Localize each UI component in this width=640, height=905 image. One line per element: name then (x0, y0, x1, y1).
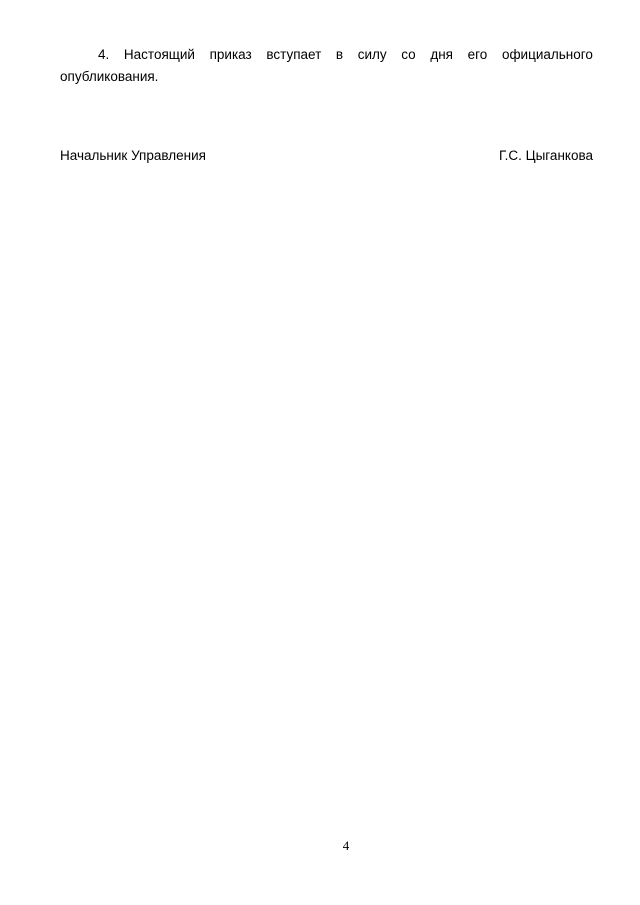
signatory-name: Г.С. Цыганкова (498, 148, 593, 163)
paragraph-word: 4. (98, 47, 110, 62)
paragraph-word: дня (430, 47, 453, 62)
signatory-position: Начальник Управления (60, 148, 206, 163)
paragraph-line-2: опубликования. (60, 69, 159, 84)
paragraph-word: официального (501, 47, 593, 62)
paragraph-word: Настоящий (123, 47, 195, 62)
paragraph-line-1 (60, 44, 593, 66)
paragraph-word: приказ (209, 47, 252, 62)
paragraph-item-4 (60, 44, 593, 88)
paragraph-word: со (401, 47, 416, 62)
page-number: 4 (342, 838, 350, 853)
signature-block (60, 147, 593, 165)
paragraph-word: в (335, 47, 344, 62)
paragraph-word: вступает (266, 47, 322, 62)
paragraph-word: силу (357, 47, 387, 62)
paragraph-word: его (467, 47, 488, 62)
